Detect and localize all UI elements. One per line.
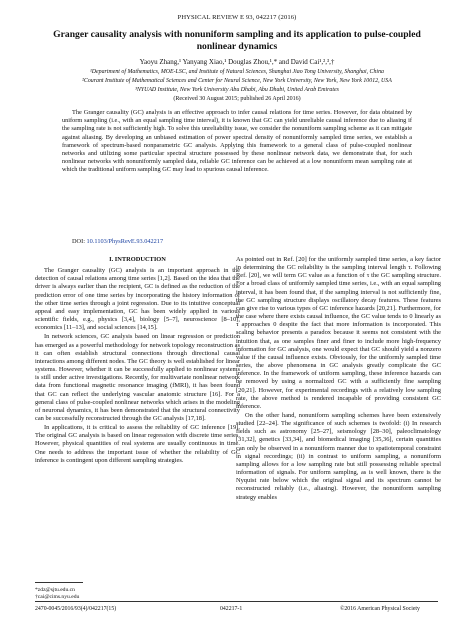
section-heading: I. INTRODUCTION: [109, 256, 166, 263]
footer-page-number: 042217-1: [220, 606, 243, 612]
paragraph: In network sciences, GC analysis based on linear regression or prediction has emerged as a powerful methodology for network topology reconstruction as it can often establish structural connections through directional causal interactions among different nodes. The GC theory is well established for linear systems. However, whether it can be successfully applied to nonlinear systems is still under active investigations. Recently, for multivariate nonlinear network data from functional magnetic resonance imaging (fMRI), it has been found that GC can reflect the underlying vascular anatomic structure [16]. For a general class of pulse-coupled nonlinear networks which arises in the modeling of neuronal dynamics, it has been demonstrated that the structural connectivity can be successfully reconstructed through the GC analysis [17,18].: [35, 333, 240, 422]
doi-line: [72, 238, 163, 245]
author-list: Yaoyu Zhang,¹ Yanyang Xiao,¹ Douglas Zhou,¹,* and David Cai¹,²,³,†: [139, 58, 335, 66]
doi-label: DOI:: [72, 238, 85, 245]
doi-link[interactable]: 10.1103/PhysRevE.93.042217: [86, 238, 164, 245]
footer-divider: [35, 601, 438, 602]
paper-title: Granger causality analysis with nonuniform sampling and its application to pulse-coupled nonlinear dynamics: [53, 29, 421, 52]
received-date: (Received 30 August 2015; published 26 April 2016): [173, 96, 301, 102]
footnote-email-1: *zdz@sjtu.edu.cn: [35, 587, 75, 593]
abstract: The Granger causality (GC) analysis is an effective approach to infer causal relations for time series. However, for data obtained by uniform sampling (i.e., with an equal sampling time interval), it is known that GC can yield unreliable causal inference due to aliasing if the sampling rate is not sufficiently high. To solve this unreliability issue, we consider the nonuniform sampling scheme as it can mitigate against aliasing. By developing an unbiased estimation of power spectral density of nonuniformly sampled time series, we establish a framework of spectrum-based nonparametric GC analysis. Applying this framework to a general class of pulse-coupled nonlinear networks and utilizing some particular spectral structure possessed by these nonlinear network data, we demonstrate that, for such nonlinear networks with nonuniformly sampled data, reliable GC inference can be achieved at a low nonuniform mean sampling rate at which the traditional uniform sampling GC may lead to spurious causal inference.: [62, 109, 412, 174]
paragraph: As pointed out in Ref. [20] for the uniformly sampled time series, a key factor in determining the GC reliability is the sampling interval length τ. Following Ref. [20], we will term GC value as a function of τ the GC sampling structure. For a broad class of uniformly sampled time series, i.e., with an equal sampling interval, it has been found that, if the sampling interval is not sufficiently fine, the GC sampling structure displays oscillatory decay features. These features can give rise to various types of GC inference hazards [20,21]. Furthermore, for the case where there exists causal influence, the GC value tends to 0 linearly as τ approaches 0 despite the fact that more information is incorporated. This scaling behavior presents a paradox because it seems not consistent with the intuition that, as one samples finer and finer to include more high-frequency information for GC analysis, one would expect that GC should yield a nonzero value if the causal influence exists. Obviously, for the uniformly sampled time series, the above phenomena in GC analysis greatly complicate the GC inference. In the framework of uniform sampling, these inference hazards can be removed by using a normalized GC with a sufficiently fine sampling [20,21]. However, for experimental recordings with a relatively low sampling rate, the above method is rendered incapable of providing consistent GC inference.: [236, 256, 441, 410]
paragraph: On the other hand, nonuniform sampling schemes have been extensively studied [22–24]. The significance of such schemes is twofold: (i) In research fields such as astronomy [25–27], seismology [28–30], paleoclimatology [31,32], genetics [33,34], and biomedical imaging [35,36], certain quantities can only be observed in a nonuniform manner due to spatiotemporal constraint in signal recordings; (ii) in contrast to uniform sampling, a nonuniform sampling allows for a low sampling rate but still possessing reliable spectral information of signals. For uniform sampling, as is well known, there is the Nyquist rate below which the original signal and its spectrum cannot be reconstructed reliably (i.e., aliasing). However, the nonuniform sampling strategy enables: [236, 411, 441, 501]
footnotes: [35, 587, 235, 601]
paragraph: In applications, it is critical to assess the reliability of GC inference [19]. The original GC analysis is based on linear regression with discrete time series. However, physical quantities of real systems are usually continuous in time. One needs to address the important issue of whether the reliability of GC inference is contingent upon different sampling strategies.: [35, 424, 240, 464]
paragraph: The Granger causality (GC) analysis is an important approach in the detection of causal relations among time series [1,2]. Based on the idea that the driver is always earlier than the recipient, GC is defined as the reduction of the prediction error of one time series by incorporating the history information of the other time series through a joint regression. Due to its intuitive conceptual appeal and easy implementation, GC has been widely applied in various scientific fields, e.g., physics [3,4], biology [5–7], neuroscience [8–10], economics [11–13], and social sciences [14,15].: [35, 267, 240, 332]
footer-issn: 2470-0045/2016/93(4)/042217(15): [35, 606, 117, 612]
footnote-email-2: †cai@cims.nyu.edu: [35, 594, 80, 600]
footer-copyright: ©2016 American Physical Society: [340, 606, 420, 612]
right-column: [236, 256, 441, 502]
affiliation-1: ¹Department of Mathematics, MOE-LSC, and Institute of Natural Sciences, Shanghai Jiao Tong University, Shanghai, China: [90, 69, 384, 75]
footnote-divider: [35, 582, 83, 583]
left-column: [35, 256, 240, 465]
affiliation-2: ²Courant Institute of Mathematical Sciences and Center for Neural Science, New York University, New York, New York 10012, USA: [82, 78, 392, 84]
affiliation-3: ³NYUAD Institute, New York University Abu Dhabi, Abu Dhabi, United Arab Emirates: [135, 87, 339, 93]
journal-header: PHYSICAL REVIEW E 93, 042217 (2016): [177, 14, 297, 21]
